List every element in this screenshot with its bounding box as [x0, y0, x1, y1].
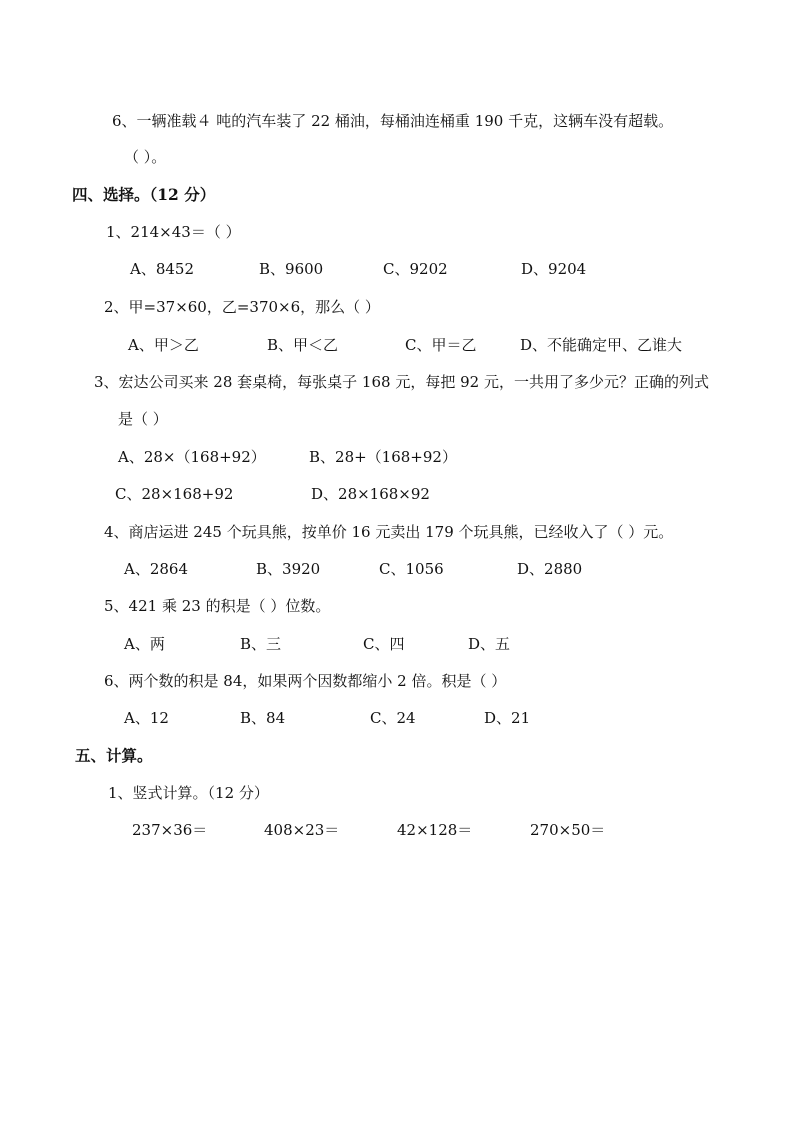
q4-option-d[interactable]: D、2880 [517, 560, 583, 578]
calc-problem-3: 42×128＝ [397, 821, 473, 839]
q2-option-b[interactable]: B、甲＜乙 [267, 336, 339, 354]
q1-option-b[interactable]: B、9600 [259, 260, 324, 278]
q2-option-a[interactable]: A、甲＞乙 [128, 336, 199, 354]
q5-option-b[interactable]: B、三 [240, 635, 282, 653]
choice-question-5: 5、421 乘 23 的积是（ ）位数。 [104, 597, 331, 615]
q5-option-a[interactable]: A、两 [124, 635, 165, 653]
q1-option-a[interactable]: A、8452 [130, 260, 195, 278]
q4-option-b[interactable]: B、3920 [256, 560, 321, 578]
section-5-title: 五、计算。 [75, 746, 153, 765]
q3-option-b[interactable]: B、28+（168+92） [309, 448, 457, 466]
q2-option-c[interactable]: C、甲＝乙 [405, 336, 477, 354]
choice-question-6: 6、两个数的积是 84，如果两个因数都缩小 2 倍。积是（ ） [104, 672, 507, 690]
q3-option-a[interactable]: A、28×（168+92） [118, 448, 266, 466]
q5-option-c[interactable]: C、四 [363, 635, 405, 653]
calc-problem-4: 270×50＝ [530, 821, 606, 839]
judgment-answer-blank[interactable]: （ ）。 [124, 148, 167, 166]
q4-option-c[interactable]: C、1056 [379, 560, 444, 578]
q1-option-d[interactable]: D、9204 [521, 260, 587, 278]
q3-option-c[interactable]: C、28×168+92 [115, 485, 234, 503]
calc-problem-1: 237×36＝ [132, 821, 208, 839]
q6-option-c[interactable]: C、24 [370, 709, 416, 727]
q1-option-c[interactable]: C、9202 [383, 260, 448, 278]
q5-option-d[interactable]: D、五 [468, 635, 511, 653]
q6-option-a[interactable]: A、12 [124, 709, 169, 727]
choice-question-4: 4、商店运进 245 个玩具熊，按单价 16 元卖出 179 个玩具熊，已经收入了（ ）元。 [104, 523, 674, 541]
vertical-calc-subtitle: 1、竖式计算。（12 分） [108, 784, 269, 802]
calc-problem-2: 408×23＝ [264, 821, 340, 839]
choice-question-2: 2、甲=37×60，乙=370×6，那么（ ） [104, 298, 380, 316]
q2-option-d[interactable]: D、不能确定甲、乙谁大 [520, 336, 683, 354]
judgment-question-6: 6、一辆准载４ 吨的汽车装了 22 桶油，每桶油连桶重 190 千克，这辆车没有超载。 [112, 112, 674, 130]
q3-option-d[interactable]: D、28×168×92 [311, 485, 430, 503]
choice-question-3: 3、宏达公司买来 28 套桌椅，每张桌子 168 元，每把 92 元，一共用了多少元？正确的列式 [94, 373, 709, 391]
choice-question-1: 1、214×43＝（ ） [106, 223, 241, 241]
q6-option-d[interactable]: D、21 [484, 709, 531, 727]
choice-question-3-cont: 是（ ） [118, 410, 168, 428]
section-4-title: 四、选择。（12 分） [72, 185, 216, 204]
q4-option-a[interactable]: A、2864 [124, 560, 189, 578]
q6-option-b[interactable]: B、84 [240, 709, 286, 727]
